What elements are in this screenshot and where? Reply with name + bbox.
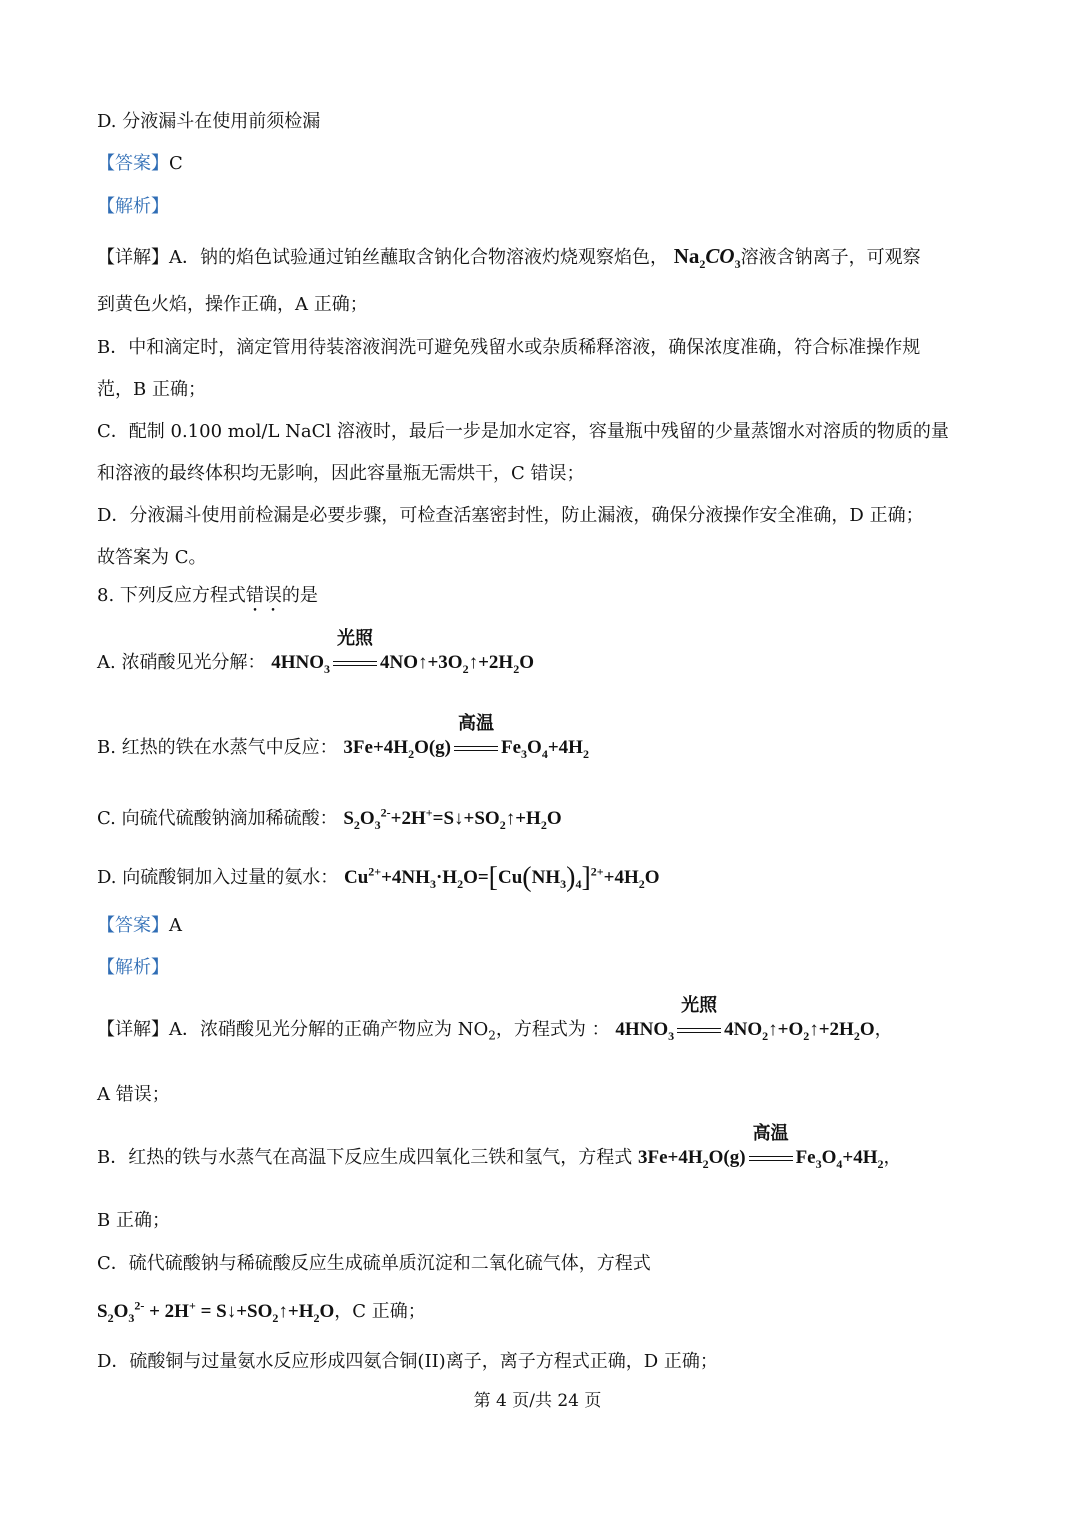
answer-line (97, 152, 183, 176)
option-c (97, 807, 562, 831)
detail-text: A．浓硝酸见光分解的正确产物应为 NO (169, 1019, 489, 1040)
detail-line-3: B．中和滴定时，滴定管用待装溶液润洗可避免残留水或杂质稀释溶液，确保浓度准确，符合标准操作规 (97, 337, 921, 358)
detail2-line-3: B．红热的铁与水蒸气在高温下反应生成四氧化三铁和氢气，方程式 $3Fe+4H_2O(g)$ 高温 $Fe_3O_4+4H_2$， (97, 1123, 902, 1171)
equation-d: $Cu^{2+}+4NH_3\cdot H_2O=[Cu(NH_3)_4]^{2+}+4H_2O$ (343, 862, 660, 893)
detail-tag: 【详解】 (97, 247, 169, 268)
option-d-text: D. 分液漏斗在使用前须检漏 (97, 111, 321, 132)
detail-text: ，方程式为 ： (495, 1019, 610, 1040)
detail-line-6: 和溶液的最终体积均无影响，因此容量瓶无需烘干，C 错误； (97, 463, 585, 484)
detail-line-1 (97, 244, 921, 270)
detail-text: ，C 正确； (334, 1301, 426, 1322)
condition-heat: 高温 (458, 713, 494, 734)
detail2-line-6 (97, 1300, 426, 1324)
detail-line-7: D．分液漏斗使用前检漏是必要步骤，可检查活塞密封性，防止漏液，确保分液操作安全准确，D 正确； (97, 505, 924, 526)
detail-line-2: 到黄色火焰，操作正确，A 正确； (97, 294, 368, 315)
answer-line-2 (97, 914, 182, 938)
detail2-line-2: A 错误； (97, 1084, 170, 1105)
detail2-line-5: C．硫代硫酸钠与稀硫酸反应生成硫单质沉淀和二氧化硫气体，方程式 (97, 1253, 651, 1274)
equation-a: $4HNO_3$ 光照 $4NO↑+3O_2↑+2H_2O$ (271, 628, 534, 676)
option-d (97, 862, 660, 893)
condition-light: 光照 (336, 628, 373, 649)
answer-tag: 【答案】 (97, 915, 169, 936)
detail-line-4: 范，B 正确； (97, 379, 206, 400)
page-footer: 第 4 页/共 24 页 (473, 1391, 602, 1411)
answer-value: A (169, 915, 182, 936)
condition-heat: 高温 (752, 1123, 789, 1144)
option-label: C. 向硫代硫酸钠滴加稀硫酸： (97, 808, 338, 829)
option-a (97, 628, 534, 676)
detail-line-5: C．配制 0.100 mol/L NaCl 溶液时，最后一步是加水定容，容量瓶中残留的少量蒸馏水对溶质的物质的量 (97, 421, 949, 442)
detail-text: A．钠的焰色试验通过铂丝蘸取含钠化合物溶液灼烧观察焰色， (169, 247, 668, 268)
equation-c: $S_2O_3^{2-}+2H^+=S↓+SO_2↑+H_2O$ (343, 805, 562, 832)
equation-b: $3Fe+4H_2O(g)$ 高温 $Fe_3O_4+4H_2$ (343, 713, 589, 761)
detail2-line-1: 【详解】A．浓硝酸见光分解的正确产物应为 $NO_2$，方程式为 ： $4HNO_3$ 光照 $4NO_2↑+O_2↑+2H_2O$， (97, 995, 893, 1043)
answer-tag: 【答案】 (97, 153, 169, 174)
detail-text: 溶液含钠离子，可观察 (740, 247, 921, 268)
detail-text: B．红热的铁与水蒸气在高温下反应生成四氧化三铁和氢气，方程式 (97, 1147, 633, 1168)
option-label: A. 浓硝酸见光分解： (97, 652, 266, 673)
answer-value: C (169, 153, 183, 174)
analysis-tag: 【解析】 (97, 196, 169, 217)
question-text: 8. 下列反应方程式 (97, 585, 246, 606)
equation-c-repeat: $S_2O_3^{2-} + 2H^+$ = $S↓+SO_2↑+H_2O$ (97, 1298, 335, 1325)
equation-a-correct: $4HNO_3$ 光照 $4NO_2↑+O_2↑+2H_2O$ (615, 995, 875, 1043)
formula-na2co3: $Na_2CO_3$ (673, 244, 741, 272)
option-label: D. 向硫酸铜加入过量的氨水： (97, 867, 339, 888)
detail-line-8: 故答案为 C。 (97, 547, 207, 568)
question-8 (97, 584, 318, 616)
condition-light: 光照 (681, 995, 718, 1016)
analysis-tag-2: 【解析】 (97, 957, 169, 978)
question-emphasis: 错误 (245, 585, 282, 606)
option-label: B. 红热的铁在水蒸气中反应： (97, 737, 338, 758)
detail2-line-4: B 正确； (97, 1210, 170, 1231)
detail-tag: 【详解】 (97, 1019, 169, 1040)
question-text: 的是 (281, 585, 318, 606)
equation-b-repeat: $3Fe+4H_2O(g)$ 高温 $Fe_3O_4+4H_2$ (637, 1123, 884, 1171)
detail2-line-7: D．硫酸铜与过量氨水反应形成四氨合铜(II)离子，离子方程式正确，D 正确； (97, 1351, 718, 1372)
option-b (97, 713, 589, 761)
